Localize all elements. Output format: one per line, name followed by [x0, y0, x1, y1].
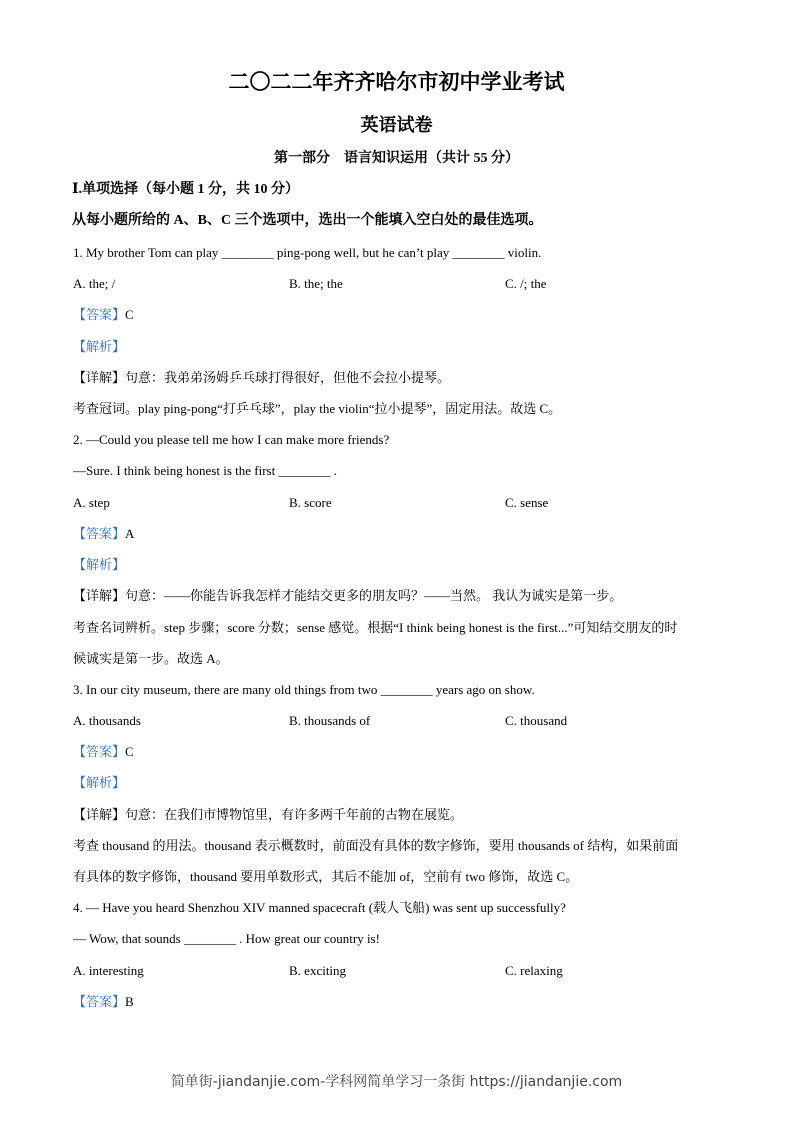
detail-label: 【详解】 — [73, 370, 126, 385]
question-1-option-b: B. the; the — [289, 276, 343, 291]
detail-label: 【详解】 — [73, 588, 126, 603]
answer-value: B — [125, 994, 134, 1009]
answer-label: 【答案】 — [73, 994, 126, 1009]
question-1-option-a: A. the; / — [73, 276, 116, 291]
answer-value: A — [125, 526, 135, 541]
question-2-detail-1 — [73, 588, 622, 604]
question-1-detail-2: 考查冠词。play ping-pong“打乒乓球”，play the violin“拉小提琴”，固定用法。故选 C。 — [73, 401, 562, 416]
question-2-option-b: B. score — [289, 495, 332, 510]
question-3-option-c: C. thousand — [505, 713, 568, 728]
question-3-detail-2: 考查 thousand 的用法。thousand 表示概数时，前面没有具体的数字修饰，要用 thousands of 结构，如果前面 — [73, 838, 679, 853]
question-1-analysis-label: 【解析】 — [73, 339, 126, 354]
question-2-stem-2: —Sure. I think being honest is the first ________ . — [73, 463, 337, 478]
page-footer: 简单街-jiandanjie.com-学科网简单学习一条街 https://jiandanjie.com — [170, 1074, 623, 1090]
exam-subtitle: 英语试卷 — [360, 115, 433, 135]
detail-label: 【详解】 — [73, 807, 126, 822]
detail-text: 句意：在我们市博物馆里，有许多两千年前的古物在展览。 — [125, 807, 464, 822]
answer-value: C — [125, 307, 134, 322]
answer-label: 【答案】 — [73, 744, 126, 759]
question-2-analysis-label: 【解析】 — [73, 557, 126, 572]
question-2-answer — [73, 526, 134, 542]
exam-title: 二〇二二年齐齐哈尔市初中学业考试 — [228, 70, 565, 94]
detail-text: 句意：我弟弟汤姆乒乓球打得很好，但他不会拉小提琴。 — [125, 370, 451, 385]
question-3-option-a: A. thousands — [73, 713, 141, 728]
question-4-option-a: A. interesting — [73, 963, 144, 978]
question-3-stem: 3. In our city museum, there are many old things from two ________ years ago on show. — [73, 682, 535, 697]
question-2-stem-1: 2. —Could you please tell me how I can make more friends? — [73, 432, 390, 447]
question-1-detail-1 — [73, 370, 450, 386]
question-4-stem-1: 4. — Have you heard Shenzhou XIV manned spacecraft (载人飞船) was sent up successfully? — [73, 900, 566, 915]
question-4-stem-2: — Wow, that sounds ________ . How great our country is! — [73, 931, 380, 946]
answer-label: 【答案】 — [73, 526, 126, 541]
answer-label: 【答案】 — [73, 307, 126, 322]
question-3-analysis-label: 【解析】 — [73, 775, 126, 790]
question-1-answer — [73, 307, 134, 323]
question-3-detail-3: 有具体的数字修饰，thousand 要用单数形式，其后不能加 of，空前有 two 修饰，故选 C。 — [73, 869, 579, 884]
question-4-option-c: C. relaxing — [505, 963, 563, 978]
question-1-stem: 1. My brother Tom can play ________ ping-pong well, but he can’t play ________ violin. — [73, 245, 542, 260]
question-3-detail-1 — [73, 807, 463, 823]
section-instruction: 从每小题所给的 A、B、C 三个选项中，选出一个能填入空白处的最佳选项。 — [72, 213, 543, 228]
question-2-detail-2: 考查名词辨析。step 步骤；score 分数；sense 感觉。根据“I think being honest is the first...”可知结交朋友的时 — [73, 620, 678, 635]
question-3-answer — [73, 744, 134, 760]
part-heading: 第一部分 语言知识运用（共计 55 分） — [274, 151, 519, 166]
question-3-option-b: B. thousands of — [289, 713, 371, 728]
question-2-option-a: A. step — [73, 495, 110, 510]
detail-text: 句意：——你能告诉我怎样才能结交更多的朋友吗？——当然。 我认为诚实是第一步。 — [125, 588, 623, 603]
question-2-detail-3: 候诚实是第一步。故选 A。 — [73, 651, 229, 666]
question-4-answer — [73, 994, 134, 1010]
question-2-option-c: C. sense — [505, 495, 549, 510]
answer-value: C — [125, 744, 134, 759]
section-heading: Ⅰ.单项选择（每小题 1 分，共 10 分） — [72, 182, 300, 197]
question-1-option-c: C. /; the — [505, 276, 547, 291]
question-4-option-b: B. exciting — [289, 963, 347, 978]
